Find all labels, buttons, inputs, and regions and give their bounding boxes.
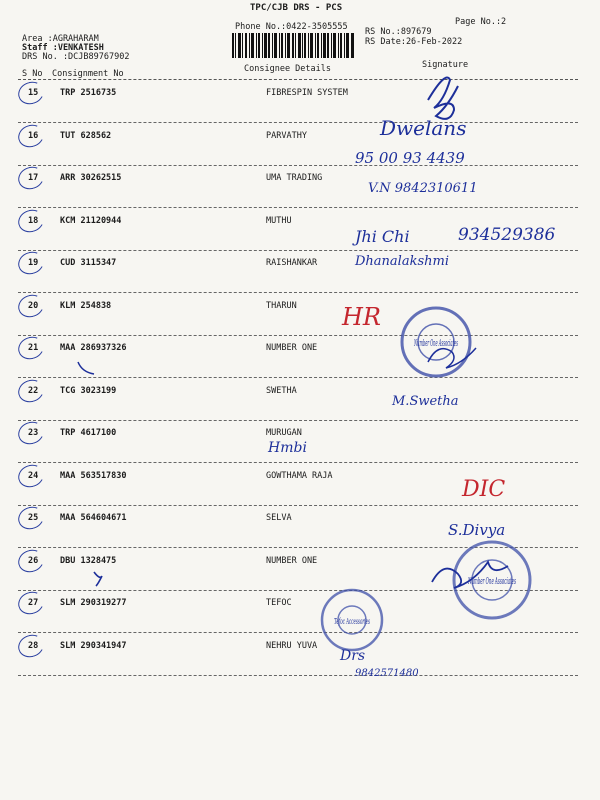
signature-row-25: S.Divya	[448, 521, 506, 539]
signature-column-header: Signature	[422, 60, 469, 70]
row-divider	[18, 250, 578, 251]
row-sno: 26	[28, 556, 39, 566]
sno-circle-mark	[15, 588, 47, 618]
sno-column-header: S No	[22, 69, 43, 79]
sno-circle-mark	[15, 206, 47, 236]
row-consignment-no: ARR 30262515	[60, 173, 122, 183]
svg-text:Tefoc Accessories: Tefoc Accessories	[334, 617, 370, 626]
row-divider	[18, 675, 578, 676]
table-row	[0, 386, 600, 396]
row-consignee: GOWTHAMA RAJA	[266, 471, 333, 481]
row-consignment-no: TRP 2516735	[60, 88, 117, 98]
row-consignee: NUMBER ONE	[266, 343, 318, 353]
row-consignee: MURUGAN	[266, 428, 302, 438]
table-row	[0, 301, 600, 311]
tick-mark-row-26	[94, 572, 102, 586]
row-sno: 25	[28, 513, 39, 523]
barcode	[232, 33, 354, 58]
svg-text:Number One Associates: Number One Associates	[467, 577, 517, 587]
page-number: Page No.:2	[455, 17, 507, 27]
row-divider	[18, 632, 578, 633]
phone-handwritten-row-17: V.N 9842310611	[368, 181, 478, 196]
row-sno: 20	[28, 301, 39, 311]
row-divider	[18, 377, 578, 378]
signature-row-20: HR	[342, 303, 381, 331]
row-sno: 15	[28, 88, 39, 98]
table-row	[0, 173, 600, 183]
row-sno: 16	[28, 131, 39, 141]
row-consignment-no: MAA 286937326	[60, 343, 127, 353]
row-consignee: RAISHANKAR	[266, 258, 318, 268]
row-consignee: NUMBER ONE	[266, 556, 318, 566]
row-sno: 27	[28, 598, 39, 608]
row-consignment-no: TRP 4617100	[60, 428, 117, 438]
row-consignee: UMA TRADING	[266, 173, 323, 183]
table-row	[0, 428, 600, 438]
row-sno: 18	[28, 216, 39, 226]
consignee-column-header: Consignee Details	[244, 64, 331, 74]
drs-number: DRS No. :DCJB89767902	[22, 52, 130, 62]
row-consignee: NEHRU YUVA	[266, 641, 318, 651]
row-consignee: PARVATHY	[266, 131, 307, 141]
table-row	[0, 513, 600, 523]
row-consignee: TEFOC	[266, 598, 292, 608]
signature-row-18: Jhi Chi	[355, 227, 410, 246]
sno-circle-mark	[15, 78, 47, 108]
row-consignment-no: KLM 254838	[60, 301, 112, 311]
row-consignment-no: SLM 290319277	[60, 598, 127, 608]
signature-row-24: DIC	[462, 477, 506, 502]
row-consignment-no: CUD 3115347	[60, 258, 117, 268]
row-divider	[18, 207, 578, 208]
row-divider	[18, 590, 578, 591]
row-consignment-no: TUT 628562	[60, 131, 112, 141]
row-sno: 22	[28, 386, 39, 396]
phone-handwritten-row-18: 934529386	[458, 225, 556, 245]
svg-text:Number One Associates: Number One Associates	[413, 339, 459, 349]
row-consignee: SELVA	[266, 513, 292, 523]
row-sno: 24	[28, 471, 39, 481]
tick-mark-row-21	[78, 362, 94, 374]
row-divider	[18, 122, 578, 123]
sno-circle-mark	[15, 291, 47, 321]
sno-circle-mark	[15, 333, 47, 363]
row-consignment-no: TCG 3023199	[60, 386, 117, 396]
company-stamp-1	[402, 308, 470, 376]
sno-circle-mark	[15, 461, 47, 491]
signature-row-21	[428, 348, 476, 368]
row-consignment-no: MAA 564604671	[60, 513, 127, 523]
row-divider	[18, 462, 578, 463]
row-sno: 28	[28, 641, 39, 651]
sno-circle-mark	[15, 418, 47, 448]
sno-circle-mark	[15, 121, 47, 151]
sheet-title: TPC/CJB DRS - PCS	[250, 3, 343, 13]
signature-row-22: M.Swetha	[392, 394, 459, 409]
row-sno: 21	[28, 343, 39, 353]
table-row	[0, 131, 600, 141]
table-row	[0, 641, 600, 651]
area-label: Area :AGRAHARAM	[22, 34, 99, 44]
row-sno: 23	[28, 428, 39, 438]
row-divider	[18, 420, 578, 421]
sno-circle-mark	[15, 503, 47, 533]
table-row	[0, 598, 600, 608]
sno-circle-mark	[15, 546, 47, 576]
row-consignee: MUTHU	[266, 216, 292, 226]
row-consignment-no: KCM 21120944	[60, 216, 122, 226]
rs-date: RS Date:26-Feb-2022	[365, 37, 463, 47]
sno-circle-mark	[15, 163, 47, 193]
row-divider	[18, 335, 578, 336]
signature-row-28: Drs	[340, 648, 366, 664]
signature-row-19: Dhanalakshmi	[355, 254, 449, 269]
row-divider	[18, 547, 578, 548]
phone-handwritten-row-16: 95 00 93 4439	[355, 149, 465, 167]
consignment-column-header: Consignment No	[52, 69, 124, 79]
table-row	[0, 216, 600, 226]
phone-number: Phone No.:0422-3505555	[235, 22, 348, 32]
row-consignee: SWETHA	[266, 386, 297, 396]
row-sno: 17	[28, 173, 39, 183]
phone-handwritten-row-28: 9842571480	[355, 668, 419, 679]
company-stamp-2	[454, 542, 530, 618]
table-row	[0, 88, 600, 98]
sno-circle-mark	[15, 248, 47, 278]
table-row	[0, 556, 600, 566]
table-row	[0, 471, 600, 481]
staff-label: Staff :VENKATESH	[22, 43, 104, 53]
sno-circle-mark	[15, 376, 47, 406]
header-divider	[18, 79, 578, 80]
row-divider	[18, 292, 578, 293]
row-consignee: FIBRESPIN SYSTEM	[266, 88, 348, 98]
row-consignee: THARUN	[266, 301, 297, 311]
row-consignment-no: SLM 290341947	[60, 641, 127, 651]
signature-row-23: Hmbi	[268, 440, 307, 456]
signature-row-16: Dwelans	[380, 116, 467, 140]
signature-row-26	[432, 562, 508, 588]
rs-number: RS No.:897679	[365, 27, 432, 37]
sno-circle-mark	[15, 631, 47, 661]
row-divider	[18, 165, 578, 166]
row-divider	[18, 505, 578, 506]
signature-scribble	[428, 78, 458, 119]
row-consignment-no: MAA 563517830	[60, 471, 127, 481]
row-sno: 19	[28, 258, 39, 268]
row-consignment-no: DBU 1328475	[60, 556, 117, 566]
